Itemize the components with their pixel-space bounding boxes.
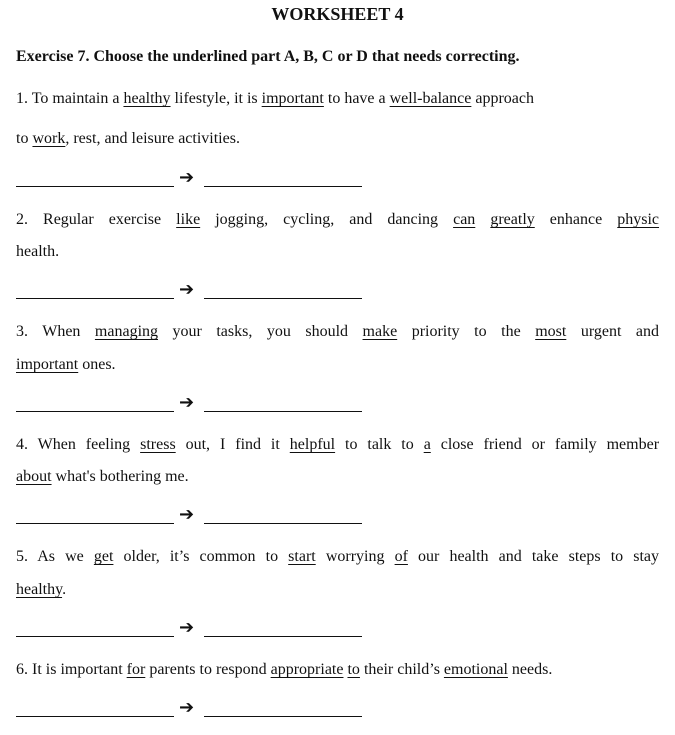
underlined-option: most (535, 323, 567, 340)
question-1 (16, 89, 659, 149)
answer-blank-wrong[interactable] (16, 507, 174, 524)
underlined-option: work (32, 130, 66, 147)
answer-blank-wrong[interactable] (16, 395, 174, 412)
question-line: 2. Regular exercise like jogging, cycling, and dancing can greatly enhance physic (16, 211, 660, 228)
underlined-option: like (176, 211, 201, 228)
arrow-icon: ➔ (179, 504, 195, 525)
question-line: 1. To maintain a healthy lifestyle, it is important to have a well-balance approach (16, 90, 534, 107)
answer-blank-wrong[interactable] (16, 282, 174, 299)
answer-blank-correction[interactable] (204, 700, 362, 717)
answer-blank-wrong[interactable] (16, 620, 174, 637)
arrow-icon: ➔ (179, 392, 195, 413)
question-4 (16, 435, 659, 487)
underlined-option: of (394, 548, 408, 565)
underlined-option: make (362, 323, 398, 340)
underlined-option: well-balance (389, 90, 472, 107)
answer-row-2 (16, 279, 376, 302)
question-line: important ones. (16, 356, 116, 373)
question-line: healthy. (16, 581, 67, 598)
question-3 (16, 322, 659, 375)
underlined-option: greatly (490, 211, 535, 228)
question-5 (16, 547, 659, 600)
underlined-option: emotional (443, 661, 508, 678)
worksheet-title: WORKSHEET 4 (271, 4, 404, 24)
underlined-option: to (347, 661, 360, 678)
underlined-option: healthy (123, 90, 171, 107)
question-line: 3. When managing your tasks, you should make priority to the most urgent and (16, 323, 660, 340)
underlined-option: for (126, 661, 146, 678)
answer-blank-wrong[interactable] (16, 170, 174, 187)
underlined-option: appropriate (270, 661, 344, 678)
exercise-instruction: Exercise 7. Choose the underlined part A, B, C or D that needs correcting. (16, 48, 520, 65)
underlined-option: a (423, 436, 431, 453)
answer-blank-correction[interactable] (204, 282, 362, 299)
arrow-icon: ➔ (179, 617, 195, 638)
answer-blank-wrong[interactable] (16, 700, 174, 717)
underlined-option: important (16, 356, 79, 373)
underlined-option: important (261, 90, 324, 107)
question-2 (16, 210, 659, 262)
question-line: about what's bothering me. (16, 468, 189, 485)
question-line: 6. It is important for parents to respond appropriate to their child’s emotional needs. (16, 661, 553, 678)
arrow-icon: ➔ (179, 167, 195, 188)
question-line: health. (16, 243, 60, 260)
answer-blank-correction[interactable] (204, 170, 362, 187)
arrow-icon: ➔ (179, 697, 195, 718)
answer-row-1 (16, 167, 376, 190)
underlined-option: managing (94, 323, 159, 340)
answer-row-5 (16, 617, 376, 640)
answer-row-3 (16, 392, 376, 415)
answer-row-6 (16, 697, 376, 720)
answer-blank-correction[interactable] (204, 507, 362, 524)
question-line: 5. As we get older, it’s common to start worrying of our health and take steps to stay (16, 548, 660, 565)
question-line: to work, rest, and leisure activities. (16, 130, 240, 147)
underlined-option: physic (617, 211, 660, 228)
underlined-option: start (288, 548, 316, 565)
underlined-option: get (93, 548, 114, 565)
answer-blank-correction[interactable] (204, 395, 362, 412)
question-line: 4. When feeling stress out, I find it helpful to talk to a close friend or family member (16, 436, 660, 453)
answer-blank-correction[interactable] (204, 620, 362, 637)
arrow-icon: ➔ (179, 279, 195, 300)
underlined-option: can (453, 211, 476, 228)
question-6 (16, 660, 659, 680)
underlined-option: stress (140, 436, 176, 453)
answer-row-4 (16, 504, 376, 527)
underlined-option: about (16, 468, 52, 485)
underlined-option: helpful (289, 436, 336, 453)
underlined-option: healthy (16, 581, 63, 598)
